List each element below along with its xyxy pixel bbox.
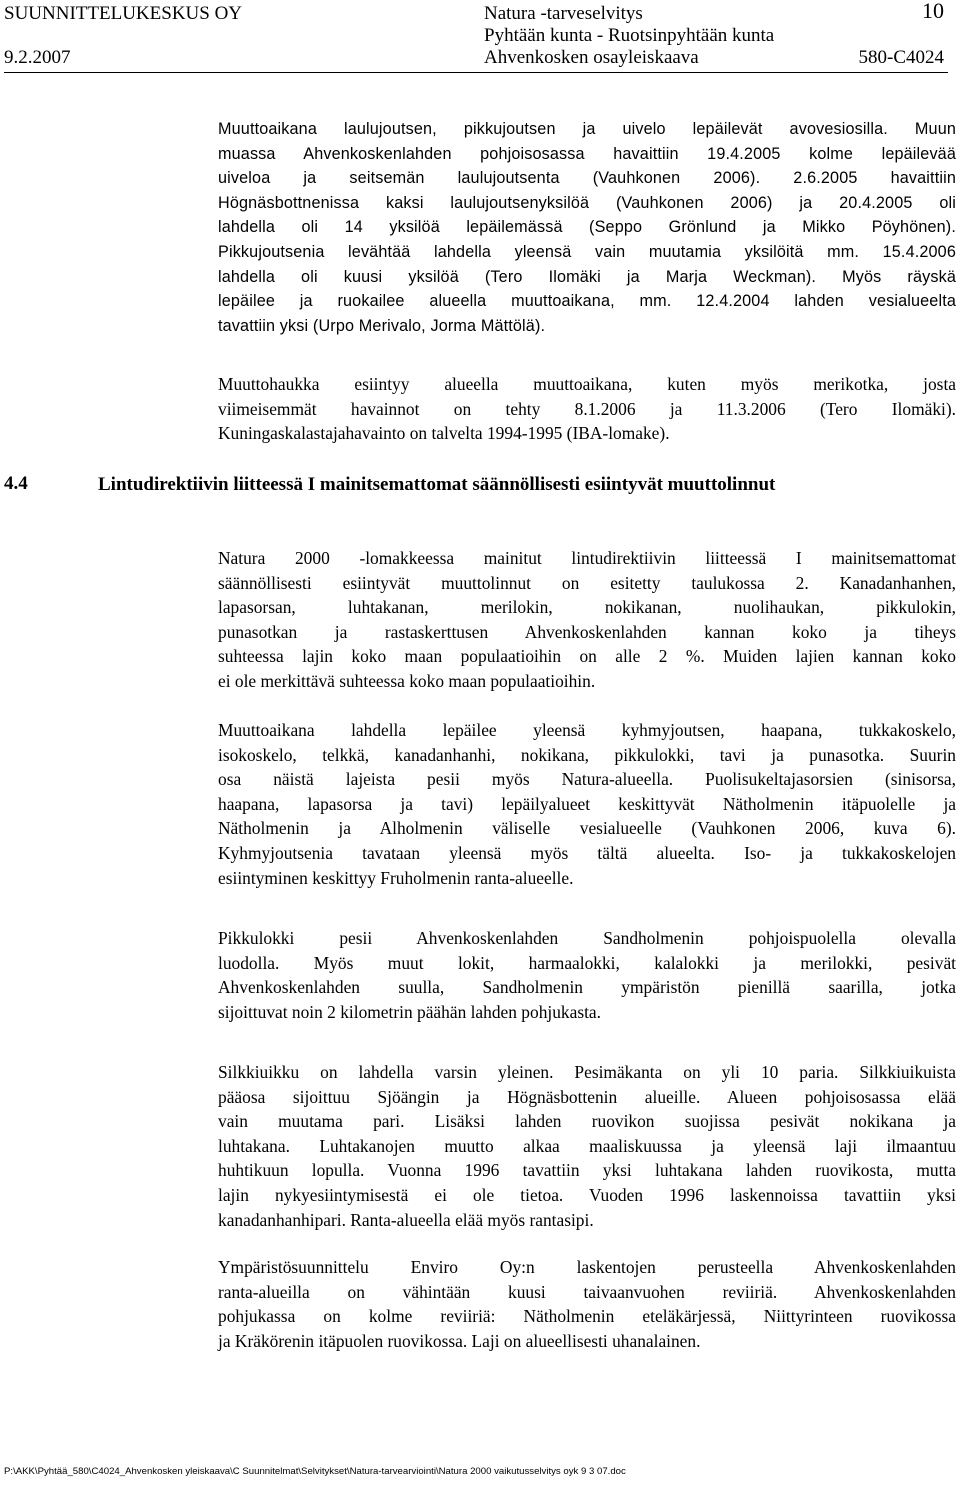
text-line: viimeisemmät havainnot on tehty 8.1.2006 ja 11.3.2006 (Tero Ilomäki). — [218, 398, 956, 419]
project-code: 580-C4024 — [858, 47, 944, 68]
text-line: luhtakana. Luhtakanojen muutto alkaa maaliskuussa ja yleensä laji ilmaantuu — [218, 1135, 956, 1156]
text-line: haapana, lapasorsa ja tavi) lepäilyalueet keskittyvät Nätholmenin itäpuolelle ja — [218, 793, 956, 814]
text-line: Nätholmenin ja Alholmenin väliselle vesialueelle (Vauhkonen 2006, kuva 6). — [218, 818, 956, 839]
file-path-footer: P:\AKK\Pyhtää_580\C4024_Ahvenkosken yleiskaava\C Suunnitelmat\Selvitykset\Natura-tarvearviointi\Natura 2000 vaikutusselvitys oyk 9 3 07.doc — [4, 1466, 626, 1477]
paragraph-resting-birds — [218, 718, 956, 890]
text-line: ei ole merkittävä suhteessa koko maan populaatioihin. — [218, 670, 596, 691]
paragraph-gulls — [218, 926, 956, 1024]
text-line: uiveloa ja seitsemän laulujoutsenta (Vauhkonen 2006). 2.6.2005 havaittiin — [218, 169, 956, 188]
text-line: lapasorsan, luhtakanan, merilokin, nokikanan, nuolihaukan, pikkulokin, — [218, 597, 956, 618]
text-line: tavattiin yksi (Urpo Merivalo, Jorma Mättölä). — [218, 316, 546, 335]
text-line: lahdella oli 14 yksilöä lepäilemässä (Seppo Grönlund ja Mikko Pöyhönen). — [218, 218, 956, 237]
text-line: pohjukassa on kolme reviiriä: Nätholmenin eteläkärjessä, Niittyrinteen ruovikossa — [218, 1306, 956, 1327]
text-line: huhtikuun lopulla. Vuonna 1996 tavattiin yksi luhtakana lahden ruovikosta, mutta — [218, 1160, 956, 1181]
plan-name: Ahvenkosken osayleiskaava — [484, 47, 699, 68]
text-line: Högnäsbottnenissa kaksi laulujoutsenyksilöä (Vauhkonen 2006) ja 20.4.2005 oli — [218, 193, 956, 212]
text-line: Ahvenkoskenlahden suulla, Sandholmenin ympäristön pienillä saarilla, jotka — [218, 977, 956, 998]
text-line: Muuttoaikana laulujoutsen, pikkujoutsen ja uivelo lepäilevät avovesiosilla. Muun — [218, 120, 956, 138]
text-line: lepäilee ja ruokailee alueella muuttoaikana, mm. 12.4.2004 lahden vesialueelta — [218, 292, 956, 311]
text-line: isokoskelo, telkkä, kanadanhanhi, nokikana, pikkulokki, tavi ja punasotka. Suurin — [218, 744, 956, 765]
paragraph-grebes — [218, 1060, 956, 1232]
text-line: muassa Ahvenkoskenlahden pohjoisosassa havaittiin 19.4.2005 kolme lepäilevää — [218, 144, 956, 163]
text-line: sijoittuvat noin 2 kilometrin päähän lahden pohjukasta. — [218, 1001, 602, 1022]
text-line: Silkkiuikku on lahdella varsin yleinen. Pesimäkanta on yli 10 paria. Silkkiuikuista — [218, 1062, 956, 1082]
document-date: 9.2.2007 — [4, 47, 71, 68]
page-number: 10 — [922, 0, 944, 23]
text-line: punasotkan ja rastaskerttusen Ahvenkoskenlahden kannan koko ja tiheys — [218, 621, 956, 642]
paragraph-snipe — [218, 1255, 956, 1353]
text-line: lajin nykyesiintymisestä ei ole tietoa. Vuoden 1996 laskennoissa tavattiin yksi — [218, 1184, 956, 1205]
text-line: Ympäristösuunnittelu Enviro Oy:n laskentojen perusteella Ahvenkoskenlahden — [218, 1257, 956, 1277]
organization-name: SUUNNITTELUKESKUS OY — [4, 3, 243, 24]
paragraph-migration-swans — [218, 117, 956, 338]
text-line: ranta-alueilla on vähintään kuusi taivaanvuohen reviiriä. Ahvenkoskenlahden — [218, 1281, 956, 1302]
text-line: suhteessa lajin koko maan populaatioihin on alle 2 %. Muiden lajien kannan koko — [218, 646, 956, 667]
text-line: säännöllisesti esiintyvät muuttolinnut on esitetty taulukossa 2. Kanadanhanhen, — [218, 572, 956, 593]
text-line: esiintyminen keskittyy Fruholmenin ranta-alueelle. — [218, 867, 574, 888]
text-line: ja Kräkörenin itäpuolen ruovikossa. Laji on alueellisesti uhanalainen. — [218, 1330, 701, 1351]
text-line: Natura 2000 -lomakkeessa mainitut lintudirektiivin liitteessä I mainitsemattomat — [218, 548, 956, 568]
municipality-line: Pyhtään kunta - Ruotsinpyhtään kunta — [484, 25, 775, 46]
text-line: Muuttohaukka esiintyy alueella muuttoaikana, kuten myös merikotka, josta — [218, 374, 956, 394]
text-line: Pikkulokki pesii Ahvenkoskenlahden Sandholmenin pohjoispuolella olevalla — [218, 928, 956, 948]
text-line: Kyhmyjoutsenia tavataan yleensä myös tältä alueelta. Iso- ja tukkakoskelojen — [218, 842, 956, 863]
section-number: 4.4 — [4, 473, 28, 494]
text-line: luodolla. Myös muut lokit, harmaalokki, kalalokki ja merilokki, pesivät — [218, 952, 956, 973]
text-line: lahdella oli kuusi yksilöä (Tero Ilomäki ja Marja Weckman). Myös räyskä — [218, 267, 956, 286]
text-line: kanadanhanhipari. Ranta-alueella elää myös rantasipi. — [218, 1209, 594, 1230]
header-divider — [4, 72, 948, 73]
paragraph-peregrine — [218, 372, 956, 446]
text-line: vain muutama pari. Lisäksi lahden ruovikon suojissa pesivät nokikana ja — [218, 1111, 956, 1132]
text-line: pääosa sijoittuu Sjöängin ja Högnäsbottenin alueille. Alueen pohjoisosassa elää — [218, 1086, 956, 1107]
text-line: osa näistä lajeista pesii myös Natura-alueella. Puolisukeltajasorsien (sinisorsa, — [218, 769, 956, 790]
document-title: Natura -tarveselvitys — [484, 3, 643, 24]
paragraph-natura-form — [218, 546, 956, 694]
text-line: Kuningaskalastajahavainto on talvelta 1994-1995 (IBA-lomake). — [218, 423, 670, 444]
section-title: Lintudirektiivin liitteessä I mainitsemattomat säännöllisesti esiintyvät muuttolinnut — [98, 474, 776, 495]
text-line: Muuttoaikana lahdella lepäilee yleensä kyhmyjoutsen, haapana, tukkakoskelo, — [218, 720, 956, 740]
text-line: Pikkujoutsenia levähtää lahdella yleensä vain muutamia yksilöitä mm. 15.4.2006 — [218, 242, 956, 261]
